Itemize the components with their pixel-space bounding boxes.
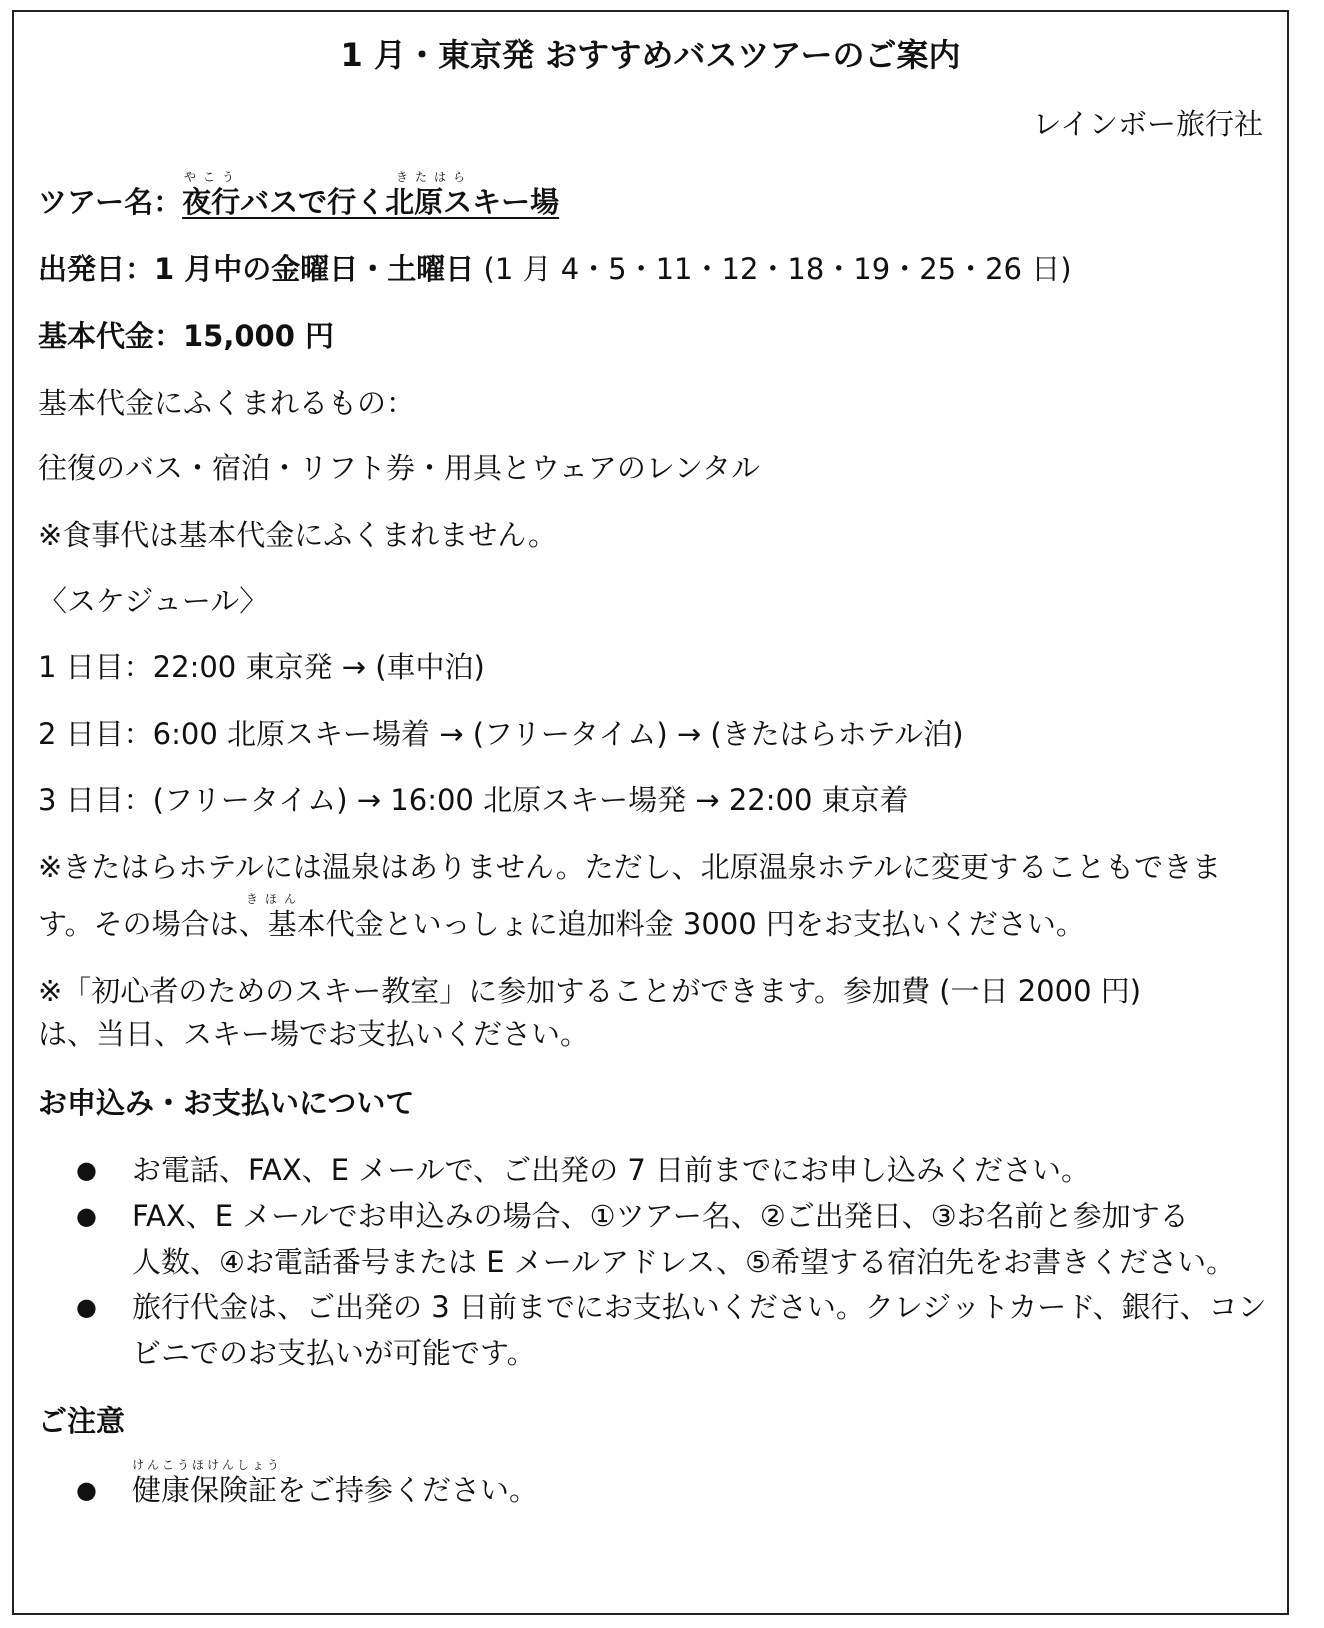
application-item1: お電話、FAX、E メールで、ご出発の 7 日前までにお申し込みください。 bbox=[132, 1153, 1090, 1187]
bullet-icon: ● bbox=[76, 1156, 97, 1184]
tour-line bbox=[38, 183, 559, 221]
schedule-heading: 〈スケジュール〉 bbox=[38, 584, 269, 618]
application-item2-line1: FAX、E メールでお申込みの場合、①ツアー名、②ご出発日、③お名前と参加する bbox=[132, 1199, 1189, 1233]
ruby-kenkou: けんこうほけんしょう bbox=[132, 1458, 283, 1472]
meal-note: ※食事代は基本代金にふくまれません。 bbox=[38, 518, 558, 552]
schedule-day2: 2 日目：6:00 北原スキー場着 → (フリータイム) → (きたはらホテル泊) bbox=[38, 717, 964, 751]
notice-frame bbox=[12, 10, 1289, 1615]
caution-heading: ご注意 bbox=[38, 1404, 126, 1438]
departure-line bbox=[38, 250, 1072, 288]
caution-item1: 健康保険証をご持参ください。 bbox=[132, 1473, 539, 1507]
departure-dates: (1 月 4・5・11・12・18・19・25・26 日) bbox=[474, 252, 1072, 286]
tour-name: 夜行バスで行く北原スキー場 bbox=[182, 185, 560, 219]
application-heading: お申込み・お支払いについて bbox=[38, 1086, 415, 1120]
application-item2-line2: 人数、④お電話番号または E メールアドレス、⑤希望する宿泊先をお書きください。 bbox=[132, 1245, 1236, 1279]
bullet-icon: ● bbox=[76, 1202, 97, 1230]
onsen-note-line1: ※きたはらホテルには温泉はありません。ただし、北原温泉ホテルに変更することもできま bbox=[38, 850, 1222, 884]
bullet-icon: ● bbox=[76, 1476, 97, 1504]
included-items: 往復のバス・宿泊・リフト券・用具とウェアのレンタル bbox=[38, 451, 760, 485]
onsen-note-line2: す。その場合は、基本代金といっしょに追加料金 3000 円をお支払いください。 bbox=[38, 907, 1085, 941]
tour-label: ツアー名： bbox=[38, 185, 183, 219]
company-name: レインボー旅行社 bbox=[1032, 107, 1263, 141]
school-note-line2: は、当日、スキー場でお支払いください。 bbox=[38, 1017, 590, 1051]
ruby-kihon: きほん bbox=[246, 892, 304, 906]
application-item3-line1: 旅行代金は、ご出発の 3 日前までにお支払いください。クレジットカード、銀行、コン bbox=[132, 1290, 1267, 1324]
schedule-day3: 3 日目：(フリータイム) → 16:00 北原スキー場発 → 22:00 東京着 bbox=[38, 783, 909, 817]
included-heading: 基本代金にふくまれるもの： bbox=[38, 386, 416, 420]
school-note-line1: ※「初心者のためのスキー教室」に参加することができます。参加費 (一日 2000 円) bbox=[38, 974, 1142, 1008]
price-line: 基本代金：15,000 円 bbox=[38, 319, 335, 353]
bullet-icon: ● bbox=[76, 1293, 97, 1321]
notice-title: 1 月・東京発 おすすめバスツアーのご案内 bbox=[340, 36, 961, 74]
schedule-day1: 1 日目：22:00 東京発 → (車中泊) bbox=[38, 650, 485, 684]
ruby-kitahara: きたはら bbox=[396, 170, 473, 184]
departure-label: 出発日：1 月中の金曜日・土曜日 bbox=[38, 252, 475, 286]
application-item3-line2: ビニでのお支払いが可能です。 bbox=[132, 1336, 536, 1370]
ruby-yakou: やこう bbox=[184, 170, 242, 184]
